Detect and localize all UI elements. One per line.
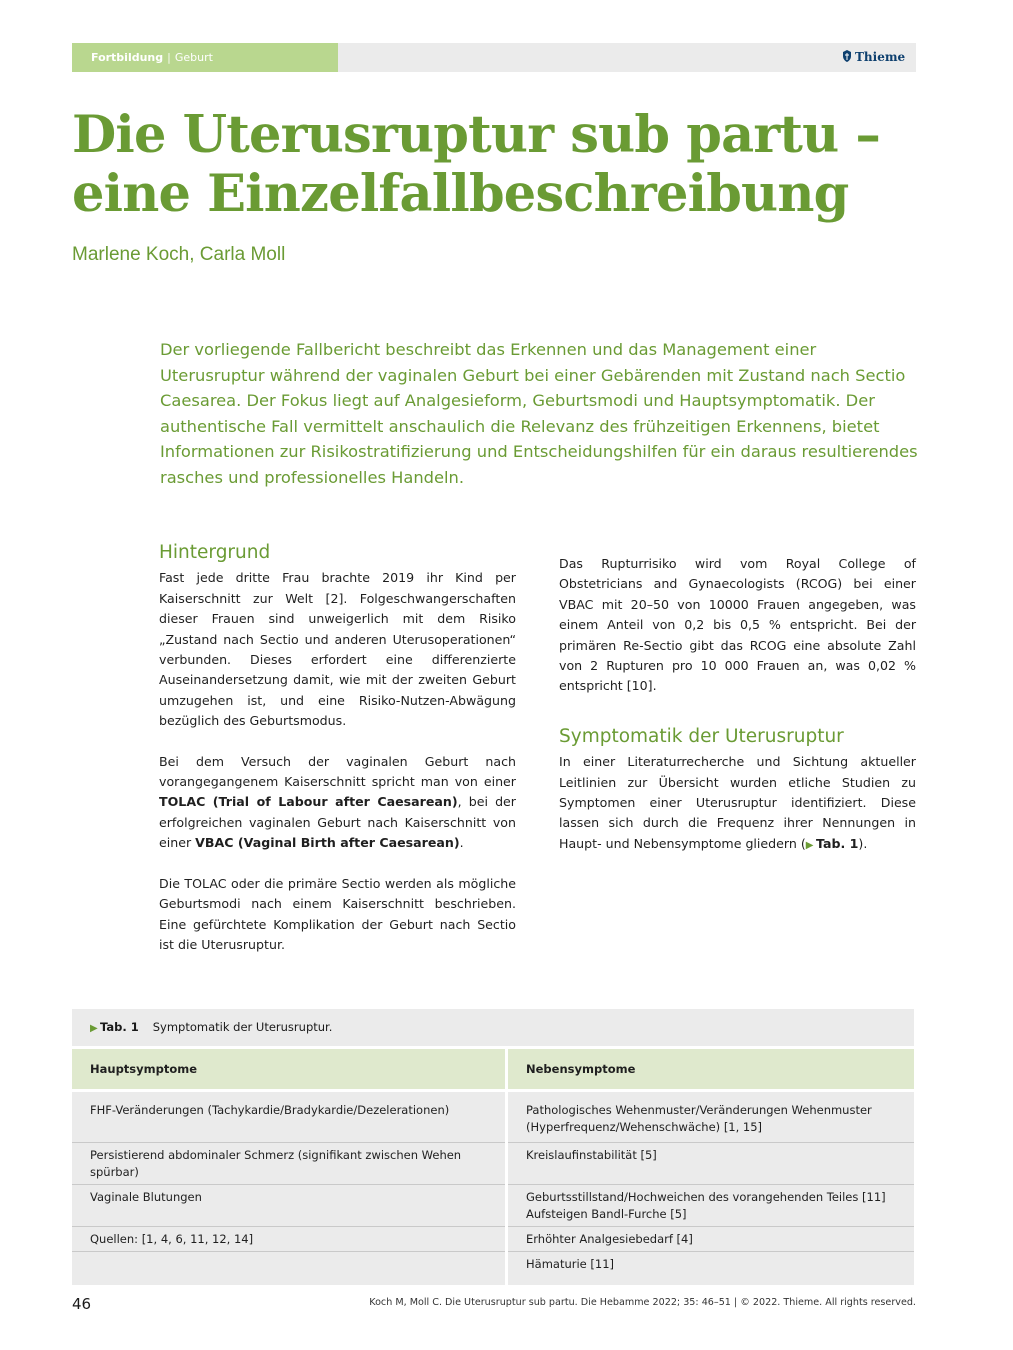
section-name: Fortbildung (91, 51, 164, 64)
article-authors: Marlene Koch, Carla Moll (72, 244, 286, 265)
right-column (559, 554, 916, 876)
subsection-name: Geburt (174, 51, 213, 64)
table-label (90, 1020, 139, 1034)
table-cell: Geburtsstillstand/Hochweichen des vorangehenden Teiles [11] Aufsteigen Bandl-Furche [5] (507, 1185, 915, 1227)
table-cell: Persistierend abdominaler Schmerz (signifikant zwischen Wehen spürbar) (72, 1143, 507, 1185)
text-segment: . (459, 835, 464, 851)
table-caption: Symptomatik der Uterusruptur. (152, 1020, 333, 1034)
left-column (159, 543, 516, 975)
table-cell: Pathologisches Wehenmuster/Veränderungen Wehenmuster (Hyperfrequenz/Wehenschwäche) [1, 15] (507, 1091, 915, 1143)
column-header-nebensymptome: Nebensymptome (507, 1049, 915, 1091)
term-tolac: TOLAC (Trial of Labour after Caesarean) (159, 794, 458, 810)
table-reference-link[interactable]: Tab. 1 (816, 835, 859, 851)
table-row (72, 1252, 914, 1286)
term-vbac: VBAC (Vaginal Birth after Caesarean) (195, 835, 460, 851)
paragraph-rupture-risk: Das Rupturrisiko wird vom Royal College of Obstetricians and Gynaecologists (RCOG) bei einer VBAC mit 20–50 von 10000 Frauen angegeben, was einem Anteil von 0,2 bis 0,5 % entspricht. Bei der primären Re-Sectio gibt das RCOG eine absolute Zahl von 2 Rupturen pro 10 000 Frauen an, was 0,02 % entspricht [10]. (559, 556, 916, 694)
title-line-2: eine Einzelfallbeschreibung (72, 164, 849, 224)
citation-line: Koch M, Moll C. Die Uterusruptur sub partu. Die Hebamme 2022; 35: 46–51 | © 2022. Thieme. All rights reserved. (369, 1297, 916, 1308)
symptoms-table (72, 1049, 914, 1285)
table-header-row (72, 1049, 914, 1091)
text-segment: ). (858, 835, 868, 851)
column-header-hauptsymptome: Hauptsymptome (72, 1049, 507, 1091)
paragraph-background-2 (159, 752, 516, 854)
paragraph-background-3: Die TOLAC oder die primäre Sectio werden als mögliche Geburtsmodi nach einem Kaiserschnitt beschrieben. Eine gefürchtete Komplikation der Geburt nach Sectio ist die Uterusruptur. (159, 875, 516, 952)
thieme-emblem-icon (842, 43, 852, 72)
triangle-pointer-icon: ▶ (805, 839, 814, 851)
text-segment: Bei dem Versuch der vaginalen Geburt nach vorangegangenem Kaiserschnitt spricht man von einer (159, 753, 516, 790)
publisher-name: Thieme (855, 50, 906, 64)
header-separator: | (167, 51, 171, 64)
table-row (72, 1091, 914, 1143)
table-cell: Vaginale Blutungen (72, 1185, 507, 1227)
table-row (72, 1227, 914, 1252)
table-cell (72, 1252, 507, 1286)
table-cell: Erhöhter Analgesiebedarf [4] (507, 1227, 915, 1252)
table-cell: FHF-Veränderungen (Tachykardie/Bradykardie/Dezelerationen) (72, 1091, 507, 1143)
paragraph-symptoms (559, 752, 916, 856)
text-segment: , bei der erfolgreichen vaginalen Geburt nach Kaiserschnitt von einer (159, 794, 516, 851)
text-segment: In einer Literaturrecherche und Sichtung aktueller Leitlinien zur Übersicht wurden etliche Studien zu Symptomen einer Uterusruptur identifiziert. Diese lassen sich durch die Frequenz ihrer Nennungen in Haupt- und Nebensymptome gliedern ( (559, 754, 916, 851)
publisher-logo (842, 43, 905, 72)
heading-symptomatik: Symptomatik der Uterusruptur (559, 725, 844, 747)
header-section-label (91, 43, 213, 72)
table-caption-bar (72, 1009, 914, 1046)
table-cell: Hämaturie [11] (507, 1252, 915, 1286)
article-title (72, 106, 952, 224)
table-cell-sources: Quellen: [1, 4, 6, 11, 12, 14] (72, 1227, 507, 1252)
heading-hintergrund: Hintergrund (159, 542, 271, 563)
table-cell: Kreislaufinstabilität [5] (507, 1143, 915, 1185)
title-line-1: Die Uterusruptur sub partu – (72, 105, 881, 165)
triangle-pointer-icon: ▶ (90, 1023, 98, 1034)
paragraph-background-1: Fast jede dritte Frau brachte 2019 ihr Kind per Kaiserschnitt zur Welt [2]. Folgeschwangerschaften dieser Frauen sind unweigerlich mit dem Risiko „Zustand nach Sectio und anderen Uterusoperationen“ verbunden. Dieses erfordert eine differenzierte Auseinandersetzung damit, wie mit der zweiten Geburt umzugehen ist, und eine Risiko-Nutzen-Abwägung bezüglich des Geburtsmodus. (159, 570, 516, 729)
page-number: 46 (72, 1295, 92, 1313)
table-row (72, 1143, 914, 1185)
article-abstract: Der vorliegende Fallbericht beschreibt das Erkennen und das Management einer Uterusruptur während der vaginalen Geburt bei einer Gebärenden mit Zustand nach Sectio Caesarea. Der Fokus liegt auf Analgesieform, Geburtsmodi und Hauptsymptomatik. Der authentische Fall vermittelt anschaulich die Relevanz des frühzeitigen Erkennens, bietet Informationen zur Risikostratifizierung und Entscheidungshilfen für ein daraus resultierendes rasches und professionelles Handeln. (160, 340, 918, 487)
table-number: Tab. 1 (100, 1020, 139, 1034)
table-row (72, 1185, 914, 1227)
